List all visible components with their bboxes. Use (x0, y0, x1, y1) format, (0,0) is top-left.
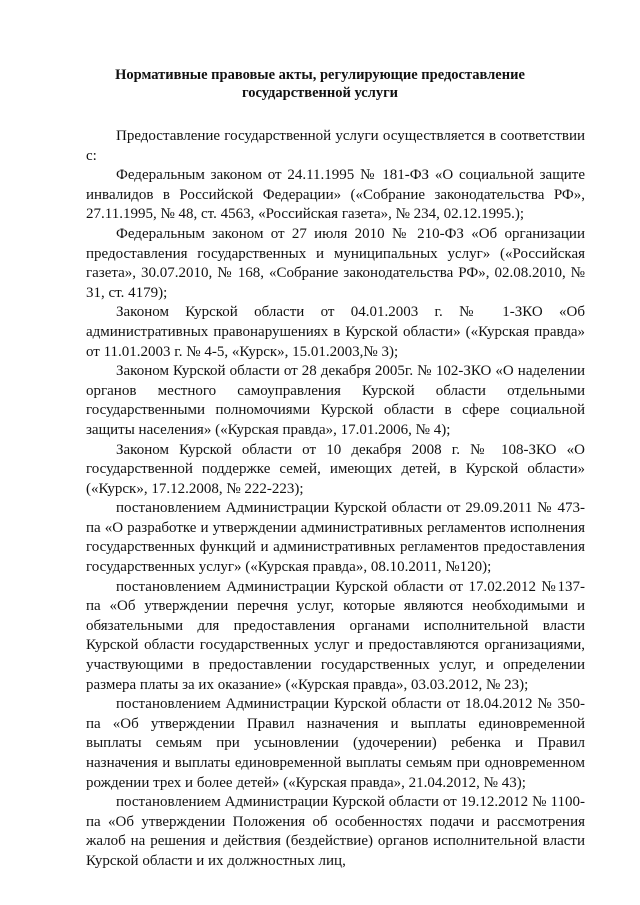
paragraph-federal-law-181: Федеральным законом от 24.11.1995 № 181-ФЗ «О социальной защите инвалидов в Российской Федерации» («Собрание законодательства РФ», 27.11.1995, № 48, ст. 4563, «Российская газета», № 234, 02.12.1995.); (86, 167, 585, 223)
page-title (60, 66, 580, 102)
paragraph-resolution-350: постановлением Администрации Курской области от 18.04.2012 № 350-па «Об утверждении Правил назначения и выплаты единовременной выплаты семьям при усыновлении (удочерении) ребенка и Правил назначения и выплаты единовременной выплаты семьям при одновременном рождении трех и более детей» («Курская правда», 21.04.2012, № 43); (86, 696, 585, 791)
paragraph-resolution-473: постановлением Администрации Курской области от 29.09.2011 № 473-па «О разработке и утверждении административных регламентов исполнения государственных функций и административных регламентов предоставления государственных услуг» («Курская правда», 08.10.2011, №120); (86, 500, 585, 576)
paragraph-resolution-1100: постановлением Администрации Курской области от 19.12.2012 № 1100-па «Об утверждении Положения об особенностях подачи и рассмотрения жалоб на решения и действия (бездействие) органов исполнительной власти Курской области и их должностных лиц, (86, 794, 585, 869)
paragraph-kursk-law-1: Законом Курской области от 04.01.2003 г. № 1-ЗКО «Об административных правонарушениях в Курской области» («Курская правда» от 11.01.2003 г. № 4-5, «Курск», 15.01.2003,№ 3); (86, 304, 585, 360)
document-body (86, 127, 585, 872)
paragraph-federal-law-210: Федеральным законом от 27 июля 2010 № 210-ФЗ «Об организации предоставления государственных и муниципальных услуг» («Российская газета», 30.07.2010, № 168, «Собрание законодательства РФ», 02.08.2010, № 31, ст. 4179); (86, 225, 585, 301)
paragraph-resolution-137: постановлением Администрации Курской области от 17.02.2012 №137-па «Об утверждении перечня услуг, которые являются необходимыми и обязательными для предоставления органами исполнительной власти Курской области государственных услуг и предоставляются организациями, участвующими в предоставлении государственных услуг, и определении размера платы за их оказание» («Курская правда», 03.03.2012, № 23); (86, 578, 585, 693)
paragraph-kursk-law-102: Законом Курской области от 28 декабря 2005г. № 102-ЗКО «О наделении органов местного самоуправления Курской области отдельными государственными полномочиями Курской области в сфере социальной защиты населения» («Курская правда», 17.01.2006, № 4); (86, 363, 585, 438)
paragraph-kursk-law-108: Законом Курской области от 10 декабря 2008 г. № 108-ЗКО «О государственной поддержке семей, имеющих детей, в Курской области» («Курск», 17.12.2008, № 222-223); (86, 441, 585, 497)
page-title-line-1: Нормативные правовые акты, регулирующие предоставление (115, 67, 525, 83)
page-title-line-2: государственной услуги (241, 85, 399, 101)
intro-paragraph: Предоставление государственной услуги осуществляется в соответствии с: (86, 128, 585, 164)
